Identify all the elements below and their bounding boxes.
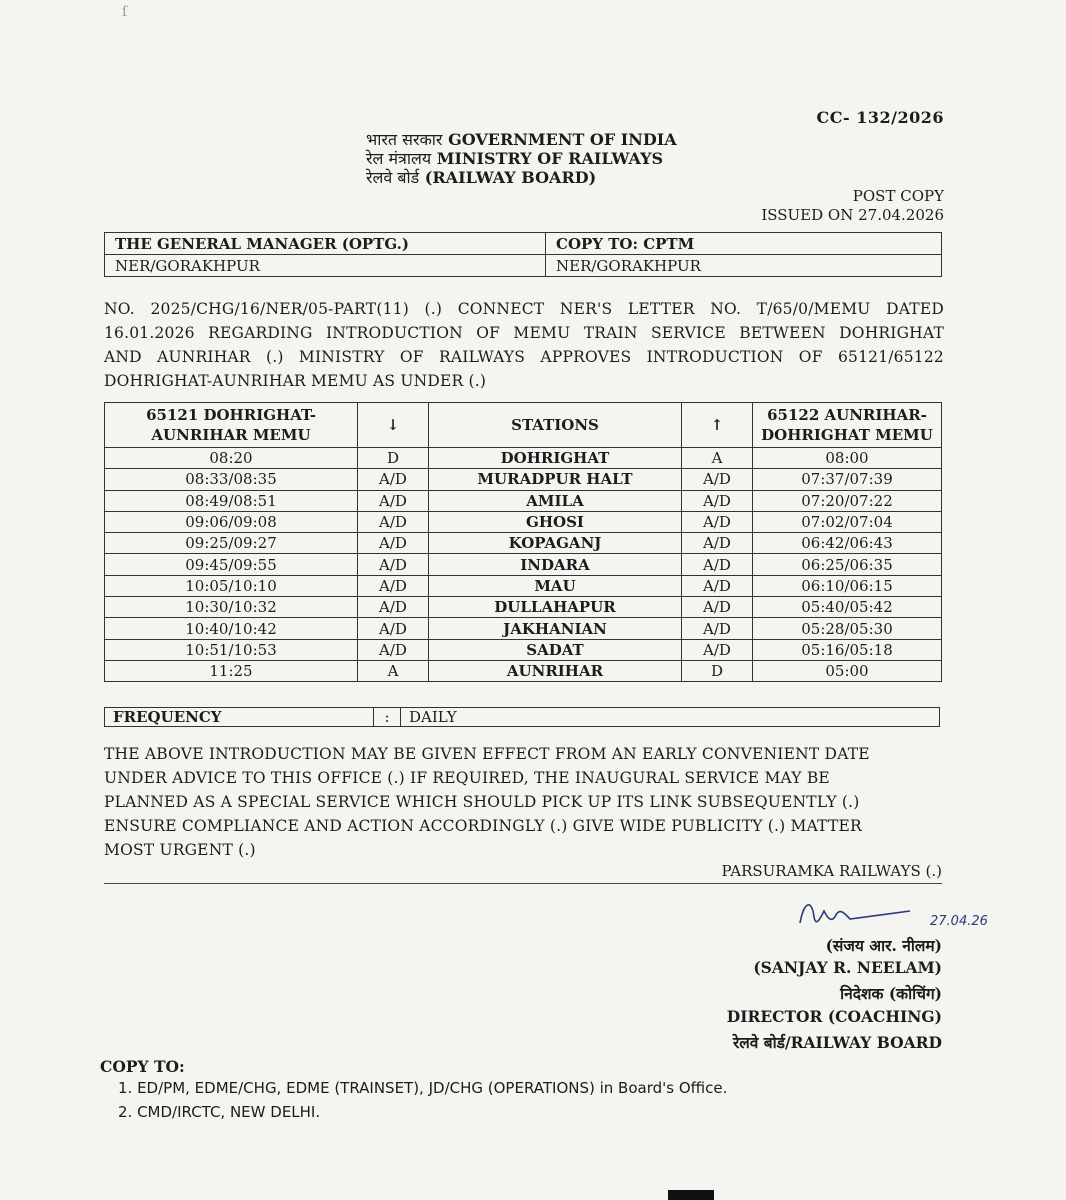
- up-arrow-header: ↑: [682, 403, 753, 448]
- station-cell: AUNRIHAR: [429, 660, 682, 681]
- station-cell: MAU: [429, 575, 682, 596]
- post-copy-label: POST COPY: [852, 187, 944, 205]
- down-train-header: 65121 DOHRIGHAT-AUNRIHAR MEMU: [105, 403, 358, 448]
- up-arrival-departure-cell: A/D: [682, 511, 753, 532]
- down-time-cell: 09:06/09:08: [105, 511, 358, 532]
- down-arrival-departure-cell: A/D: [358, 639, 429, 660]
- copy-to-heading: COPY TO:: [100, 1057, 185, 1076]
- down-arrival-departure-cell: D: [358, 448, 429, 469]
- header-english-board: (RAILWAY BOARD): [424, 168, 597, 187]
- signatory-name-english: (SANJAY R. NEELAM): [753, 958, 942, 977]
- addressee-title: THE GENERAL MANAGER (OPTG.): [105, 233, 546, 255]
- header-line-board: [366, 166, 596, 188]
- intro-line: 16.01.2026 REGARDING INTRODUCTION OF MEMU TRAIN SERVICE BETWEEN DOHRIGHAT: [104, 324, 944, 342]
- up-arrival-departure-cell: A/D: [682, 554, 753, 575]
- station-cell: GHOSI: [429, 511, 682, 532]
- up-arrival-departure-cell: A/D: [682, 469, 753, 490]
- closing-paragraph: [104, 742, 944, 862]
- down-arrival-departure-cell: A/D: [358, 511, 429, 532]
- station-cell: MURADPUR HALT: [429, 469, 682, 490]
- closing-line: ENSURE COMPLIANCE AND ACTION ACCORDINGLY (.) GIVE WIDE PUBLICITY (.) MATTER: [104, 817, 862, 835]
- signatory-office: रेलवे बोर्ड/RAILWAY BOARD: [732, 1033, 942, 1052]
- up-time-cell: 06:25/06:35: [753, 554, 942, 575]
- down-arrival-departure-cell: A: [358, 660, 429, 681]
- closing-line: UNDER ADVICE TO THIS OFFICE (.) IF REQUIRED, THE INAUGURAL SERVICE MAY BE: [104, 769, 830, 787]
- up-arrival-departure-cell: A/D: [682, 575, 753, 596]
- timetable-row: [105, 490, 942, 511]
- down-time-cell: 08:33/08:35: [105, 469, 358, 490]
- down-time-cell: 10:51/10:53: [105, 639, 358, 660]
- up-time-cell: 05:40/05:42: [753, 597, 942, 618]
- divider-line: [104, 883, 942, 884]
- up-time-cell: 05:16/05:18: [753, 639, 942, 660]
- down-arrival-departure-cell: A/D: [358, 575, 429, 596]
- closing-line: PLANNED AS A SPECIAL SERVICE WHICH SHOULD PICK UP ITS LINK SUBSEQUENTLY (.): [104, 793, 860, 811]
- down-arrival-departure-cell: A/D: [358, 533, 429, 554]
- down-arrival-departure-cell: A/D: [358, 469, 429, 490]
- up-train-header: 65122 AUNRIHAR-DOHRIGHAT MEMU: [753, 403, 942, 448]
- up-arrival-departure-cell: A/D: [682, 533, 753, 554]
- up-arrival-departure-cell: A/D: [682, 597, 753, 618]
- station-cell: DULLAHAPUR: [429, 597, 682, 618]
- down-arrival-departure-cell: A/D: [358, 618, 429, 639]
- up-arrival-departure-cell: A/D: [682, 490, 753, 511]
- header-english-government: GOVERNMENT OF INDIA: [448, 130, 677, 149]
- signatory-designation-english: DIRECTOR (COACHING): [726, 1007, 942, 1026]
- up-time-cell: 06:10/06:15: [753, 575, 942, 596]
- intro-line: NO. 2025/CHG/16/NER/05-PART(11) (.) CONNECT NER'S LETTER NO. T/65/0/MEMU DATED: [104, 300, 944, 318]
- station-cell: SADAT: [429, 639, 682, 660]
- stations-header: STATIONS: [429, 403, 682, 448]
- timetable-row: [105, 511, 942, 532]
- frequency-value: DAILY: [401, 708, 940, 727]
- timetable: [104, 402, 942, 682]
- intro-line: AND AUNRIHAR (.) MINISTRY OF RAILWAYS APPROVES INTRODUCTION OF 65121/65122: [104, 348, 944, 366]
- up-time-cell: 07:02/07:04: [753, 511, 942, 532]
- frequency-separator: :: [374, 708, 401, 727]
- down-time-cell: 09:25/09:27: [105, 533, 358, 554]
- copy-to-item: 1. ED/PM, EDME/CHG, EDME (TRAINSET), JD/CHG (OPERATIONS) in Board's Office.: [118, 1079, 728, 1097]
- up-arrival-departure-cell: D: [682, 660, 753, 681]
- up-time-cell: 07:20/07:22: [753, 490, 942, 511]
- down-time-cell: 08:49/08:51: [105, 490, 358, 511]
- up-time-cell: 08:00: [753, 448, 942, 469]
- header-english-ministry: MINISTRY OF RAILWAYS: [436, 149, 664, 168]
- up-time-cell: 05:28/05:30: [753, 618, 942, 639]
- address-table: [104, 232, 942, 277]
- frequency-table: [104, 707, 940, 727]
- frequency-label: FREQUENCY: [105, 708, 374, 727]
- scan-mark: ſ: [122, 4, 128, 20]
- header-hindi-ministry: रेल मंत्रालय: [366, 149, 432, 168]
- signature-date: 27.04.26: [930, 914, 988, 929]
- timetable-row: [105, 575, 942, 596]
- addressee-place: NER/GORAKHPUR: [105, 255, 546, 277]
- timetable-header-row: [105, 403, 942, 448]
- up-arrival-departure-cell: A: [682, 448, 753, 469]
- station-cell: AMILA: [429, 490, 682, 511]
- down-arrow-header: ↓: [358, 403, 429, 448]
- sender-line: PARSURAMKA RAILWAYS (.): [721, 862, 942, 880]
- up-time-cell: 06:42/06:43: [753, 533, 942, 554]
- header-hindi-board: रेलवे बोर्ड: [366, 168, 420, 187]
- down-arrival-departure-cell: A/D: [358, 597, 429, 618]
- timetable-row: [105, 618, 942, 639]
- up-time-cell: 07:37/07:39: [753, 469, 942, 490]
- intro-paragraph: [104, 297, 944, 393]
- copy-to-item: 2. CMD/IRCTC, NEW DELHI.: [118, 1103, 321, 1121]
- timetable-row: [105, 660, 942, 681]
- down-time-cell: 11:25: [105, 660, 358, 681]
- closing-line: MOST URGENT (.): [104, 841, 256, 859]
- header-hindi-government: भारत सरकार: [366, 130, 443, 149]
- timetable-row: [105, 469, 942, 490]
- up-time-cell: 05:00: [753, 660, 942, 681]
- down-time-cell: 09:45/09:55: [105, 554, 358, 575]
- station-cell: JAKHANIAN: [429, 618, 682, 639]
- timetable-row: [105, 554, 942, 575]
- signatory-designation-hindi: निदेशक (कोचिंग): [840, 984, 942, 1003]
- station-cell: DOHRIGHAT: [429, 448, 682, 469]
- station-cell: KOPAGANJ: [429, 533, 682, 554]
- down-time-cell: 10:30/10:32: [105, 597, 358, 618]
- station-cell: INDARA: [429, 554, 682, 575]
- closing-line: THE ABOVE INTRODUCTION MAY BE GIVEN EFFECT FROM AN EARLY CONVENIENT DATE: [104, 745, 870, 763]
- timetable-row: [105, 448, 942, 469]
- intro-line: DOHRIGHAT-AUNRIHAR MEMU AS UNDER (.): [104, 372, 487, 390]
- reference-number: CC- 132/2026: [816, 108, 944, 127]
- down-arrival-departure-cell: A/D: [358, 554, 429, 575]
- up-arrival-departure-cell: A/D: [682, 639, 753, 660]
- timetable-row: [105, 597, 942, 618]
- up-arrival-departure-cell: A/D: [682, 618, 753, 639]
- down-arrival-departure-cell: A/D: [358, 490, 429, 511]
- timetable-row: [105, 533, 942, 554]
- copy-to-title: COPY TO: CPTM: [546, 233, 942, 255]
- down-time-cell: 08:20: [105, 448, 358, 469]
- scan-edge-mark: [668, 1190, 714, 1200]
- copy-to-place: NER/GORAKHPUR: [546, 255, 942, 277]
- timetable-row: [105, 639, 942, 660]
- down-time-cell: 10:40/10:42: [105, 618, 358, 639]
- issued-date: ISSUED ON 27.04.2026: [761, 206, 944, 224]
- down-time-cell: 10:05/10:10: [105, 575, 358, 596]
- signatory-name-hindi: (संजय आर. नीलम): [825, 936, 942, 955]
